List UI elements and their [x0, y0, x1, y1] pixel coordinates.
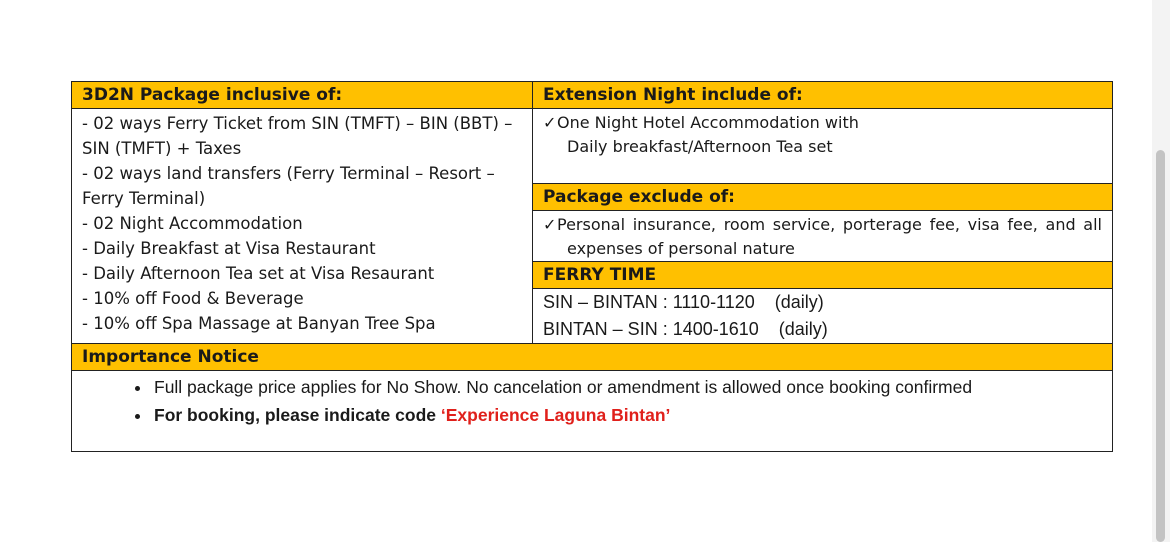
booking-code: ‘Experience Laguna Bintan’: [440, 405, 671, 425]
vertical-scrollbar[interactable]: [1152, 0, 1170, 542]
extension-header: Extension Night include of:: [533, 82, 1113, 109]
exclude-header: Package exclude of:: [533, 184, 1113, 211]
ferry-frequency: (daily): [778, 319, 828, 339]
extension-line1: One Night Hotel Accommodation with: [557, 113, 859, 132]
notice-header: Importance Notice: [72, 344, 1113, 371]
ferry-route: SIN – BINTAN : 1110-1120: [543, 292, 755, 312]
ferry-frequency: (daily): [774, 292, 824, 312]
list-item: - Daily Breakfast at Visa Restaurant: [82, 239, 376, 258]
ferry-row: [543, 316, 1102, 343]
list-item: Ferry Terminal): [82, 189, 206, 208]
exclude-body: [533, 211, 1113, 262]
list-item: - 02 Night Accommodation: [82, 214, 303, 233]
extension-line2: Daily breakfast/Afternoon Tea set: [567, 137, 833, 156]
inclusive-list: [72, 109, 533, 344]
notice-bullet: • For booking, please indicate code ‘Experience Laguna Bintan’: [152, 401, 1112, 429]
checkmark-icon: ✓: [543, 215, 557, 234]
exclude-line2: expenses of personal nature: [567, 239, 795, 258]
inclusive-header: 3D2N Package inclusive of:: [72, 82, 533, 109]
list-item: - Daily Afternoon Tea set at Visa Resaurant: [82, 264, 435, 283]
notice-body: [72, 371, 1113, 452]
ferry-row: [543, 289, 1102, 316]
list-item: - 10% off Food & Beverage: [82, 289, 304, 308]
list-item: - 10% off Spa Massage at Banyan Tree Spa: [82, 314, 436, 333]
list-item: - 02 ways Ferry Ticket from SIN (TMFT) – BIN (BBT) –: [82, 114, 513, 133]
ferry-header: FERRY TIME: [533, 262, 1113, 289]
list-item: SIN (TMFT) + Taxes: [82, 139, 242, 158]
list-item: - 02 ways land transfers (Ferry Terminal – Resort –: [82, 164, 495, 183]
exclude-line1: Personal insurance, room service, porterage fee, visa fee, and all: [557, 215, 1102, 234]
package-table: [71, 81, 1113, 452]
ferry-route: BINTAN – SIN : 1400-1610: [543, 319, 759, 339]
extension-body: [533, 109, 1113, 184]
scrollbar-thumb[interactable]: [1156, 150, 1165, 542]
ferry-times: [533, 289, 1113, 344]
notice-bullet: • Full package price applies for No Show. No cancelation or amendment is allowed once booking confirmed: [152, 373, 1112, 401]
checkmark-icon: ✓: [543, 113, 557, 132]
